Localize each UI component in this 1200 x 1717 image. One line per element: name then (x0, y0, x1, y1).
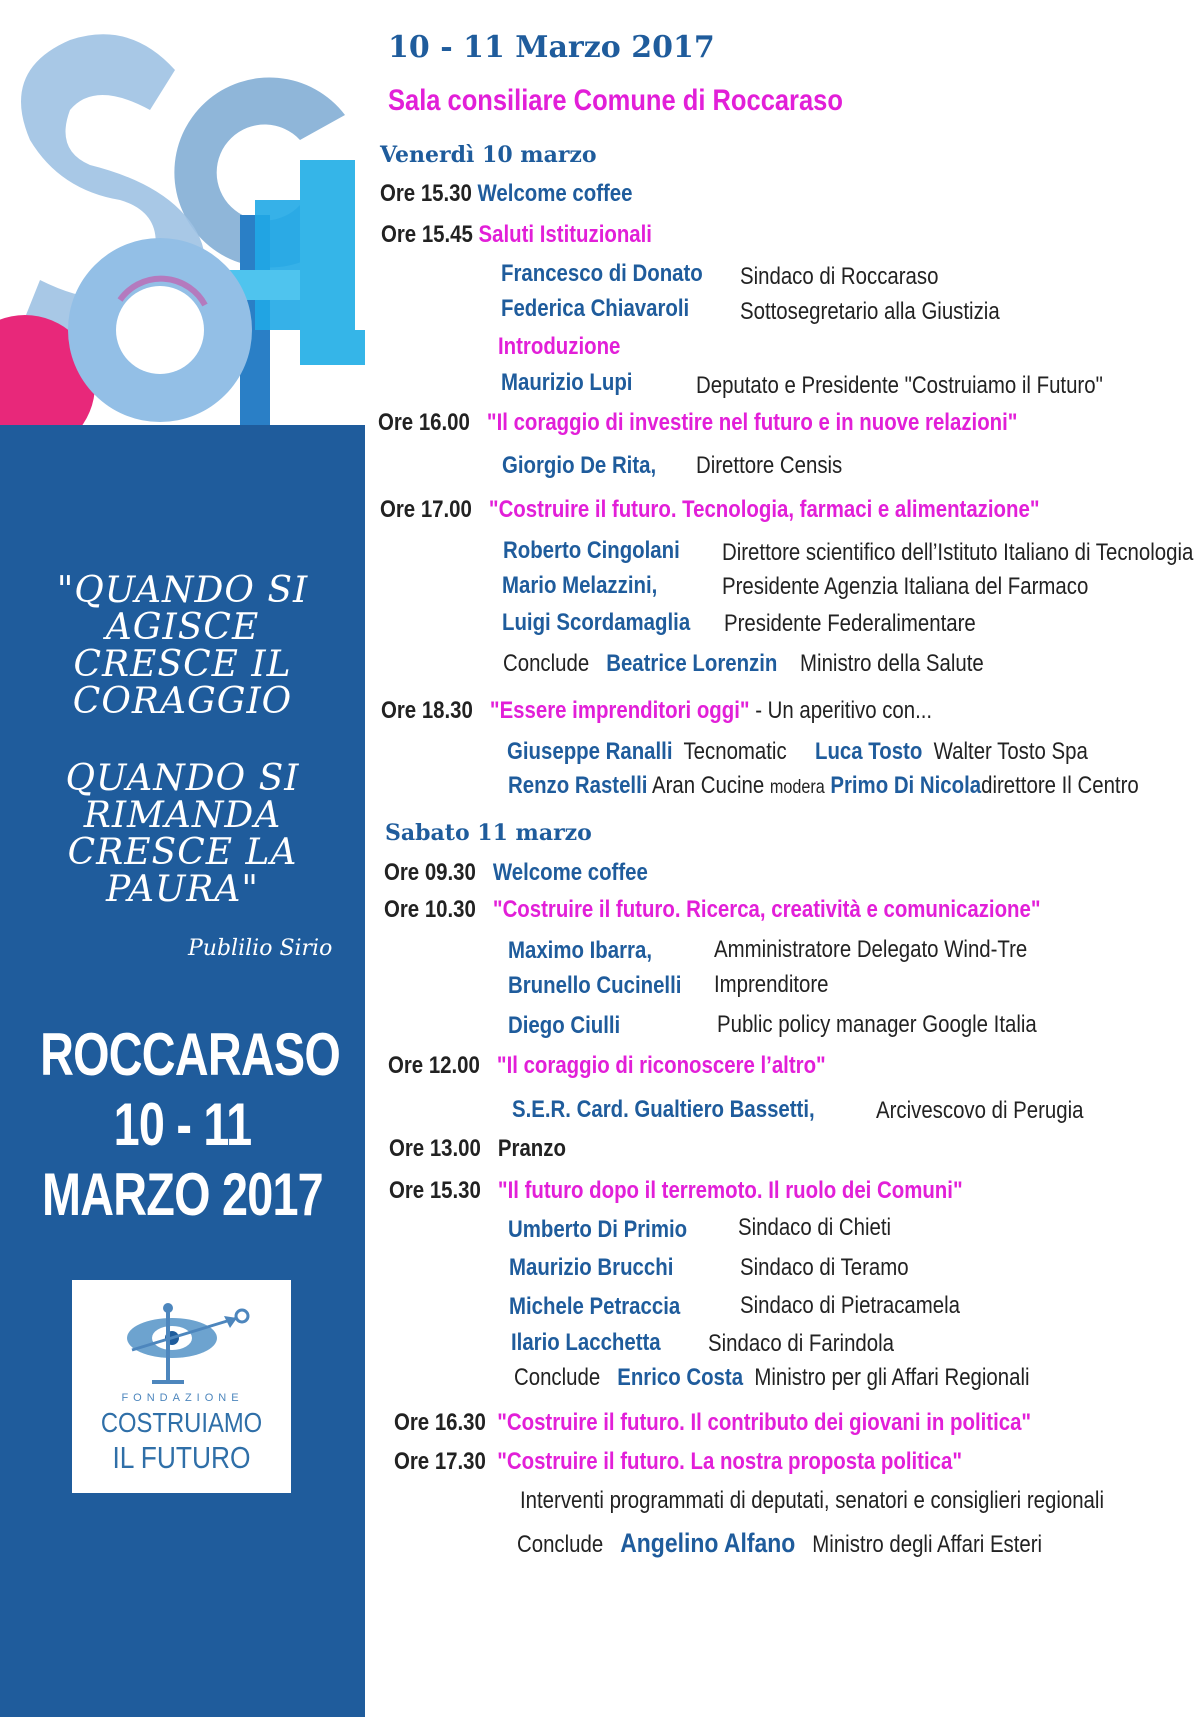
session-title: "Costruire il futuro. Il contributo dei giovani in politica" (497, 1409, 1032, 1436)
speaker-role: Sottosegretario alla Giustizia (740, 298, 1000, 325)
speaker-role: Ministro degli Affari Esteri (812, 1531, 1043, 1558)
quote-line: CORAGGIO (72, 681, 293, 722)
speaker-name: S.E.R. Card. Gualtiero Bassetti, (512, 1096, 815, 1123)
session-title: Saluti Istituzionali (478, 221, 652, 248)
speaker-name: Luca Tosto (815, 738, 923, 765)
speaker-role: Presidente Federalimentare (724, 610, 976, 637)
session-time: Ore 17.30 (394, 1448, 486, 1475)
speaker-role: Public policy manager Google Italia (717, 1011, 1037, 1038)
session-subtitle: - Un aperitivo con... (749, 697, 933, 724)
speaker-name: Giorgio De Rita, (502, 452, 657, 479)
quote-author: Publilio Sirio (188, 936, 333, 961)
session-title: "Costruire il futuro. Ricerca, creatività e comunicazione" (492, 896, 1041, 923)
logo-text-costruiamo: COSTRUIAMO (100, 1407, 263, 1438)
quote-part-2 (0, 760, 365, 908)
speaker-name: Mario Melazzini, (502, 572, 658, 599)
speaker-name: Roberto Cingolani (503, 537, 680, 564)
conclude-label: Conclude (503, 650, 590, 677)
closing-row (514, 1364, 1030, 1392)
session-note: Interventi programmati di deputati, senatori e consiglieri regionali (520, 1487, 1104, 1514)
moderator-label: modera (769, 777, 825, 798)
session-time: Ore 10.30 (384, 896, 476, 923)
closing-row (517, 1528, 1042, 1559)
session-time: Ore 17.00 (380, 496, 472, 523)
session-title: "Essere imprenditori oggi" (489, 697, 750, 724)
logo-emblem-icon (72, 1280, 291, 1390)
schedule-row (380, 180, 633, 208)
quote-line: QUANDO SI (65, 758, 300, 799)
schedule-row (380, 496, 1039, 524)
speaker-role: Sindaco di Farindola (708, 1330, 894, 1357)
session-title: "Il futuro dopo il terremoto. Il ruolo dei Comuni" (497, 1177, 963, 1204)
speaker-role: Presidente Agenzia Italiana del Farmaco (722, 573, 1089, 600)
day-title: Venerdì 10 marzo (380, 142, 597, 168)
speaker-name: Enrico Costa (617, 1364, 744, 1391)
speaker-name: Luigi Scordamaglia (502, 609, 691, 636)
speaker-name: Federica Chiavaroli (501, 295, 690, 322)
speaker-role: Arcivescovo di Perugia (876, 1097, 1084, 1124)
speaker-role: Direttore scientifico dell’Istituto Italiano di Tecnologia (722, 539, 1194, 566)
session-title: Welcome coffee (492, 859, 648, 886)
speaker-name: Ilario Lacchetta (511, 1329, 661, 1356)
school-letters-artwork (0, 0, 365, 425)
session-title: Welcome coffee (477, 180, 633, 207)
schedule-row (384, 896, 1041, 924)
city-line: ROCCARASO (40, 1021, 340, 1088)
speaker-role: Sindaco di Teramo (740, 1254, 909, 1281)
schedule-row (384, 859, 648, 887)
quote-line: CRESCE IL (73, 644, 292, 685)
speaker-name: Giuseppe Ranalli (507, 738, 673, 765)
speaker-pair-row (508, 772, 1139, 800)
speaker-name: Brunello Cucinelli (508, 972, 682, 999)
quote-line: AGISCE (105, 607, 260, 648)
schedule-row (378, 409, 1017, 437)
schedule-row (389, 1177, 963, 1205)
speaker-role: Tecnomatic (683, 738, 787, 765)
session-title: "Costruire il futuro. La nostra proposta politica" (497, 1448, 962, 1475)
quote-line: PAURA" (106, 869, 259, 910)
session-time: Ore 16.00 (378, 409, 470, 436)
speaker-role: Direttore Censis (696, 452, 843, 479)
city-line: MARZO 2017 (42, 1161, 323, 1228)
schedule-row (381, 697, 932, 725)
speaker-role: Ministro per gli Affari Regionali (754, 1364, 1030, 1391)
speaker-name: Maximo Ibarra, (508, 937, 652, 964)
logo-text-fondazione: FONDAZIONE (121, 1392, 244, 1404)
schedule-row (381, 221, 652, 249)
session-time: Ore 18.30 (381, 697, 473, 724)
speaker-role: Sindaco di Roccaraso (740, 263, 939, 290)
speaker-pair-row (507, 738, 1088, 766)
speaker-name: Francesco di Donato (501, 260, 703, 287)
speaker-name: Umberto Di Primio (508, 1216, 688, 1243)
session-time: Ore 16.30 (394, 1409, 486, 1436)
event-venue: Sala consiliare Comune di Roccaraso (388, 84, 843, 117)
quote-line: CRESCE LA (67, 832, 298, 873)
closing-row (503, 650, 984, 678)
speaker-role: direttore Il Centro (981, 772, 1139, 799)
quote-line: RIMANDA (83, 795, 282, 836)
speaker-role: Sindaco di Pietracamela (740, 1292, 960, 1319)
schedule-row (394, 1409, 1031, 1437)
speaker-name: Diego Ciulli (508, 1012, 621, 1039)
quote-part-1 (0, 572, 365, 720)
speaker-name: Michele Petraccia (509, 1293, 681, 1320)
schedule-row (389, 1135, 566, 1163)
session-title: "Costruire il futuro. Tecnologia, farmaci e alimentazione" (488, 496, 1040, 523)
speaker-role: Sindaco di Chieti (738, 1214, 892, 1241)
session-time: Ore 13.00 (389, 1135, 481, 1162)
speaker-role: Walter Tosto Spa (933, 738, 1088, 765)
section-label: Introduzione (498, 333, 621, 360)
schedule-row (394, 1448, 962, 1476)
speaker-name: Primo Di Nicola (830, 772, 982, 799)
event-city-date (40, 1020, 340, 1230)
speaker-role: Deputato e Presidente "Costruiamo il Futuro" (696, 372, 1103, 399)
session-title: "Il coraggio di riconoscere l’altro" (496, 1052, 826, 1079)
foundation-logo (72, 1280, 291, 1493)
speaker-role: Aran Cucine (651, 772, 765, 799)
speaker-name: Angelino Alfano (620, 1528, 796, 1558)
speaker-name: Renzo Rastelli (508, 772, 648, 799)
conclude-label: Conclude (514, 1364, 601, 1391)
session-title: "Il coraggio di investire nel futuro e in nuove relazioni" (486, 409, 1018, 436)
speaker-name: Beatrice Lorenzin (606, 650, 778, 677)
session-time: Ore 12.00 (388, 1052, 480, 1079)
schedule-row (388, 1052, 826, 1080)
session-title: Pranzo (497, 1135, 566, 1162)
city-line: 10 - 11 (113, 1091, 252, 1158)
event-date: 10 - 11 Marzo 2017 (388, 30, 715, 65)
session-time: Ore 15.45 (381, 221, 473, 248)
speaker-role: Amministratore Delegato Wind-Tre (714, 936, 1028, 963)
day-title: Sabato 11 marzo (385, 820, 592, 846)
conclude-label: Conclude (517, 1531, 604, 1558)
session-time: Ore 15.30 (389, 1177, 481, 1204)
speaker-name: Maurizio Lupi (501, 369, 633, 396)
speaker-role: Ministro della Salute (800, 650, 984, 677)
speaker-name: Maurizio Brucchi (509, 1254, 674, 1281)
speaker-role: Imprenditore (714, 971, 829, 998)
session-time: Ore 15.30 (380, 180, 472, 207)
session-time: Ore 09.30 (384, 859, 476, 886)
logo-text-il-futuro: IL FUTURO (112, 1440, 251, 1475)
quote-line: "QUANDO SI (56, 570, 309, 611)
